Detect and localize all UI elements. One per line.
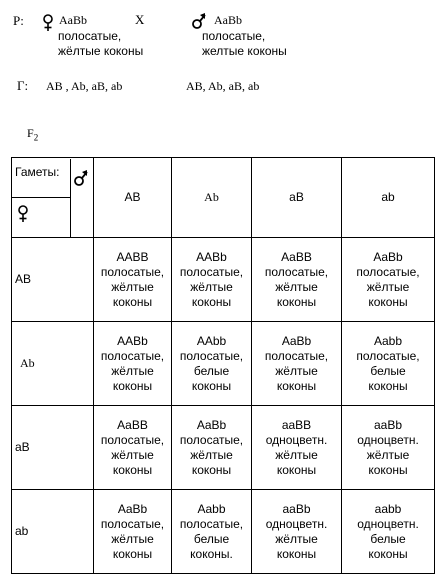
male-phenotype-1: полосатые, xyxy=(202,29,266,43)
gametes-label: Г: xyxy=(17,78,29,93)
offspring-cell: AaBb полосатые, жёлтые коконы xyxy=(94,490,172,574)
parents-label: P: xyxy=(13,13,24,28)
offspring-cell: Aabb полосатые, белые коконы. xyxy=(172,490,252,574)
female-genotype: AaBb xyxy=(59,13,87,27)
row-header-ab: ab xyxy=(12,490,94,574)
cross-symbol: X xyxy=(135,12,145,27)
male-symbol-icon xyxy=(192,12,206,30)
male-gametes: AB, Ab, aB, ab xyxy=(186,79,260,93)
offspring-cell: aaBB одноцветн. жёлтые коконы xyxy=(252,406,342,490)
female-phenotype-2: жёлтые коконы xyxy=(58,44,144,58)
male-genotype: AaBb xyxy=(214,13,242,27)
female-phenotype-1: полосатые, xyxy=(58,29,122,43)
row-header-AB: AB xyxy=(12,238,94,322)
col-header-Ab: Ab xyxy=(172,158,252,238)
offspring-cell: AABb полосатые, жёлтые коконы xyxy=(172,238,252,322)
offspring-cell: AAbb полосатые, белые коконы xyxy=(172,322,252,406)
table-corner xyxy=(12,158,94,238)
male-symbol-icon xyxy=(74,169,88,187)
offspring-cell: AaBb полосатые, жёлтые коконы xyxy=(342,238,435,322)
offspring-cell: aaBb одноцветн. жёлтые коконы xyxy=(342,406,435,490)
row-header-Ab: Ab xyxy=(12,322,94,406)
offspring-cell: aaBb одноцветн. жёлтые коконы xyxy=(252,490,342,574)
offspring-cell: AaBB полосатые, жёлтые коконы xyxy=(94,406,172,490)
generation-label: $F_2$ xyxy=(27,126,39,143)
row-header-aB: aB xyxy=(12,406,94,490)
offspring-cell: AABb полосатые, жёлтые коконы xyxy=(94,322,172,406)
offspring-cell: aabb одноцветн. белые коконы xyxy=(342,490,435,574)
offspring-cell: AaBb полосатые, жёлтые коконы xyxy=(252,322,342,406)
punnett-square xyxy=(11,157,435,574)
offspring-cell: Aabb полосатые, белые коконы xyxy=(342,322,435,406)
corner-label: Гаметы: xyxy=(15,164,60,179)
offspring-cell: AaBb полосатые, жёлтые коконы xyxy=(172,406,252,490)
offspring-cell: AaBB полосатые, жёлтые коконы xyxy=(252,238,342,322)
offspring-cell: AABB полосатые, жёлтые коконы xyxy=(94,238,172,322)
col-header-aB: aB xyxy=(252,158,342,238)
male-phenotype-2: желтые коконы xyxy=(202,44,287,58)
female-gametes: AB , Ab, aB, ab xyxy=(46,79,123,93)
col-header-ab: ab xyxy=(342,158,435,238)
col-header-AB: AB xyxy=(94,158,172,238)
female-symbol-icon xyxy=(16,205,30,223)
female-symbol-icon xyxy=(41,14,55,32)
